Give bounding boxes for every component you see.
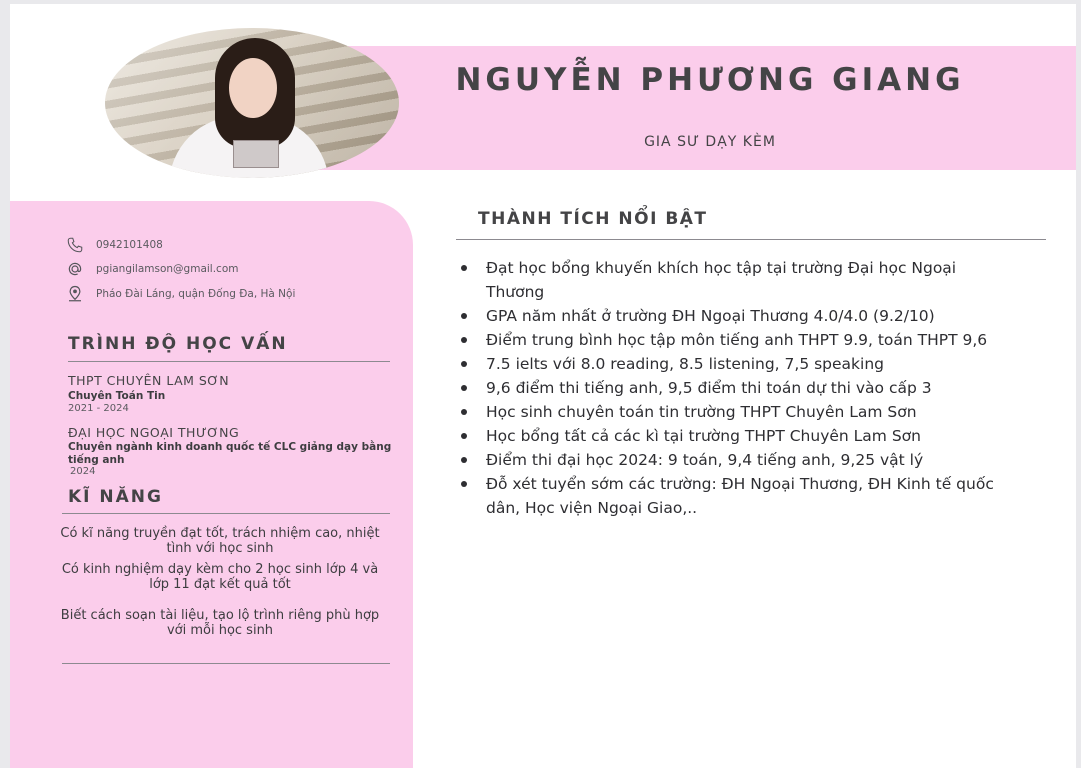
achievement-item: 9,6 điểm thi tiếng anh, 9,5 điểm thi toán dự thi vào cấp 3 xyxy=(458,376,1018,400)
education-school: THPT CHUYÊN LAM SƠN xyxy=(68,373,230,388)
achievements-list xyxy=(458,256,1018,520)
candidate-role: GIA SƯ DẠY KÈM xyxy=(644,134,776,150)
skills-divider xyxy=(62,513,390,514)
contact-phone xyxy=(66,235,163,255)
contact-email xyxy=(66,259,238,279)
photo-book xyxy=(233,140,279,168)
achievements-divider xyxy=(456,239,1046,240)
achievement-item: Đỗ xét tuyển sớm các trường: ĐH Ngoại Thương, ĐH Kinh tế quốc dân, Học viện Ngoại Giao,.. xyxy=(458,472,1018,520)
achievement-item: Học sinh chuyên toán tin trường THPT Chuyên Lam Sơn xyxy=(458,400,1018,424)
education-divider xyxy=(68,361,390,362)
education-year: 2024 xyxy=(70,466,96,477)
skill-item: Có kinh nghiệm dạy kèm cho 2 học sinh lớp 4 và lớp 11 đạt kết quả tốt xyxy=(61,562,379,592)
phone-icon xyxy=(66,236,84,254)
skills-title: KĨ NĂNG xyxy=(68,487,163,507)
education-title: TRÌNH ĐỘ HỌC VẤN xyxy=(68,334,288,354)
achievement-item: GPA năm nhất ở trường ĐH Ngoại Thương 4.0/4.0 (9.2/10) xyxy=(458,304,1018,328)
achievement-item: Điểm thi đại học 2024: 9 toán, 9,4 tiếng anh, 9,25 vật lý xyxy=(458,448,1018,472)
education-major: Chuyên ngành kinh doanh quốc tế CLC giảng dạy bằng tiếng anh xyxy=(68,441,392,466)
photo-face xyxy=(229,58,277,118)
location-pin-icon xyxy=(66,285,84,303)
email-text: pgiangilamson@gmail.com xyxy=(96,263,239,275)
candidate-name: NGUYỄN PHƯƠNG GIANG xyxy=(455,62,965,98)
sidebar-bottom-divider xyxy=(62,663,390,664)
sidebar xyxy=(10,201,413,768)
profile-photo xyxy=(105,28,399,178)
education-school: ĐẠI HỌC NGOẠI THƯƠNG xyxy=(68,425,240,440)
achievement-item: Đạt học bổng khuyến khích học tập tại trường Đại học Ngoại Thương xyxy=(458,256,1018,304)
achievement-item: 7.5 ielts với 8.0 reading, 8.5 listening, 7,5 speaking xyxy=(458,352,1018,376)
achievement-item: Điểm trung bình học tập môn tiếng anh THPT 9.9, toán THPT 9,6 xyxy=(458,328,1018,352)
contact-address xyxy=(66,284,295,304)
phone-text: 0942101408 xyxy=(96,239,163,251)
achievement-item: Học bổng tất cả các kì tại trường THPT Chuyên Lam Sơn xyxy=(458,424,1018,448)
skill-item: Biết cách soạn tài liệu, tạo lộ trình riêng phù hợp với mỗi học sinh xyxy=(60,608,380,638)
skill-item: Có kĩ năng truyền đạt tốt, trách nhiệm cao, nhiệt tình với học sinh xyxy=(60,526,380,556)
achievements-title: THÀNH TÍCH NỔI BẬT xyxy=(478,209,708,229)
at-sign-icon xyxy=(66,260,84,278)
address-text: Pháo Đài Láng, quận Đống Đa, Hà Nội xyxy=(96,288,296,300)
education-year: 2021 - 2024 xyxy=(68,403,129,414)
education-major: Chuyên Toán Tin xyxy=(68,390,166,402)
resume-page xyxy=(10,4,1076,768)
